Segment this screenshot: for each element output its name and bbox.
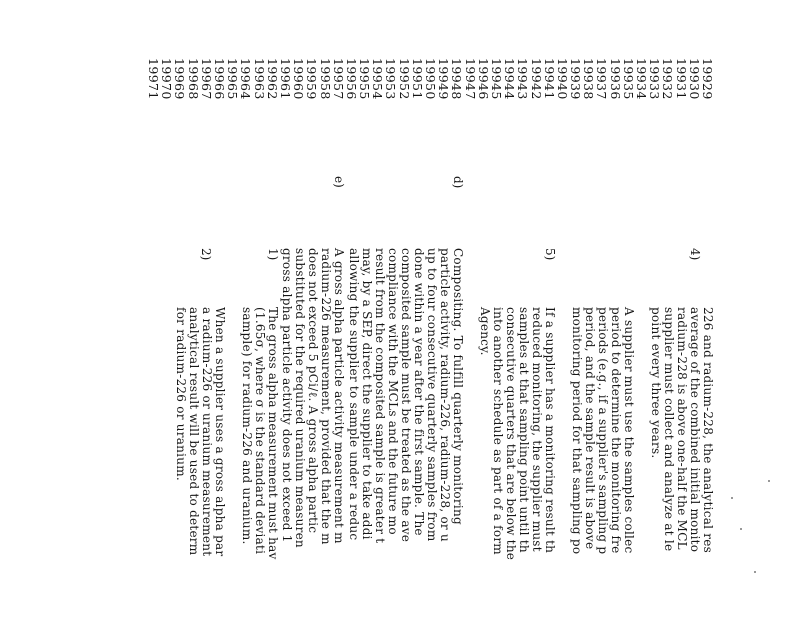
- line-number: 19969: [172, 58, 188, 100]
- line-number: 19937: [594, 58, 610, 100]
- body-text-line: substituted for the required uranium measuren: [293, 248, 307, 548]
- body-text-line: into another schedule as part of a form: [491, 307, 505, 555]
- line-number: 19946: [475, 58, 491, 100]
- body-text-line: compliance with the MCLs and the future mo: [386, 248, 400, 535]
- line-number: 19949: [436, 58, 452, 100]
- item-marker-e2: 2): [199, 248, 213, 261]
- line-number: 19962: [264, 58, 280, 100]
- line-number: 19930: [686, 58, 702, 100]
- line-number: 19950: [423, 58, 439, 100]
- body-text-line: may, by a SEP, direct the supplier to take addi: [360, 248, 374, 540]
- line-number: 19967: [198, 58, 214, 100]
- body-text-line: composited sample must be treated as the ave: [399, 248, 413, 543]
- item-marker-5: 5): [543, 248, 557, 261]
- body-text-line: monitoring period for that sampling po: [570, 307, 584, 555]
- body-text-line: A gross alpha particle activity measurement m: [332, 248, 346, 544]
- line-number: 19966: [212, 58, 228, 100]
- line-number: 19960: [291, 58, 307, 100]
- body-text-line: (1.65σ, where σ is the standard deviati: [253, 307, 267, 555]
- line-number: 19943: [515, 58, 531, 100]
- body-text-line: Agency.: [478, 307, 492, 356]
- body-text-line: 226 and radium-228, the analytical res: [701, 307, 715, 554]
- line-number: 19954: [370, 58, 386, 100]
- line-number: 19942: [528, 58, 544, 100]
- line-number: 19953: [383, 58, 399, 100]
- line-number: 19929: [700, 58, 715, 100]
- line-number: 19947: [462, 58, 478, 100]
- line-number: 19936: [607, 58, 623, 100]
- line-number: 19963: [251, 58, 267, 100]
- body-text-line: reduced monitoring, the supplier must: [530, 307, 544, 552]
- line-number: 19939: [568, 58, 584, 100]
- body-text-line: The gross alpha measurement must hav: [266, 307, 280, 560]
- body-text-line: If a supplier has a monitoring result th: [543, 307, 557, 554]
- item-marker-e1: 1): [266, 248, 280, 261]
- body-text-line: a radium-226 or uranium measurement: [200, 307, 214, 557]
- body-text-line: period, and the sample result is above: [583, 307, 597, 550]
- line-number: 19961: [278, 58, 293, 100]
- body-text-line: radium-226 measurement, provided that the m: [319, 248, 333, 545]
- body-text-line: A supplier must use the samples collec: [622, 307, 636, 554]
- line-number: 19970: [159, 58, 175, 100]
- line-number: 19968: [185, 58, 201, 100]
- line-number: 19955: [357, 58, 373, 100]
- line-number: 19941: [541, 58, 557, 100]
- body-text-line: allowing the supplier to sample under a reduc: [347, 248, 361, 541]
- body-text-line: does not exceed 5 pCi/ℓ. A gross alpha partic: [306, 248, 320, 534]
- line-number: 19971: [146, 58, 162, 100]
- line-number: 19957: [330, 58, 346, 100]
- line-number: 19933: [647, 58, 663, 100]
- item-marker-d: d): [451, 176, 465, 189]
- body-text-line: point every three years.: [649, 307, 663, 459]
- body-text-line: result from the composited sample is greater t: [373, 248, 387, 544]
- scan-speck: [740, 528, 742, 530]
- line-number: 19948: [449, 58, 465, 100]
- body-text-line: Compositing. To fulfill quarterly monitoring: [451, 248, 465, 525]
- item-marker-4: 4): [688, 248, 702, 261]
- line-number: 19940: [554, 58, 570, 100]
- body-text-line: supplier must collect and analyze at le: [662, 307, 676, 552]
- line-number: 19944: [502, 58, 518, 100]
- body-text-line: radium-228 is above one-half the MCL: [675, 307, 689, 550]
- body-text-line: done within a year after the first sample. The: [412, 248, 426, 536]
- body-text-line: gross alpha particle activity does not exceed 1: [280, 248, 294, 543]
- body-text-line: When a supplier uses a gross alpha par: [213, 307, 227, 557]
- body-text-line: sample) for radium-226 and uranium.: [240, 307, 254, 545]
- line-number: 19931: [673, 58, 689, 100]
- line-number: 19932: [660, 58, 676, 100]
- body-text-line: period to determine the monitoring fre: [609, 307, 623, 554]
- line-number: 19956: [343, 58, 359, 100]
- body-text-line: periods (e.g., if a supplier's sampling p: [596, 307, 610, 555]
- item-marker-e: e): [332, 176, 346, 188]
- scan-speck: [754, 571, 756, 573]
- line-number: 19959: [304, 58, 320, 100]
- line-number: 19952: [396, 58, 412, 100]
- line-number: 19964: [238, 58, 254, 100]
- line-number: 19965: [225, 58, 241, 100]
- body-text-line: consecutive quarters that are below the: [504, 307, 518, 561]
- line-number: 19958: [317, 58, 333, 100]
- line-number: 19935: [620, 58, 636, 100]
- body-text-line: for radium-226 or uranium.: [174, 307, 188, 481]
- body-text-line: particle activity, radium-226, radium-228, or u: [438, 248, 452, 542]
- scan-speck: [731, 497, 733, 499]
- body-text-line: samples at that sampling point until th: [517, 307, 531, 553]
- line-number: 19951: [409, 58, 425, 100]
- line-number-column: [147, 58, 714, 100]
- line-number: 19934: [634, 58, 650, 100]
- body-text-line: up to four consecutive quarterly samples from: [425, 248, 439, 542]
- scan-speck: [768, 480, 770, 482]
- line-number: 19938: [581, 58, 597, 100]
- line-number: 19945: [489, 58, 504, 100]
- body-text-line: analytical result will be used to determ: [187, 307, 201, 556]
- body-text-line: average of the combined initial monito: [688, 307, 702, 553]
